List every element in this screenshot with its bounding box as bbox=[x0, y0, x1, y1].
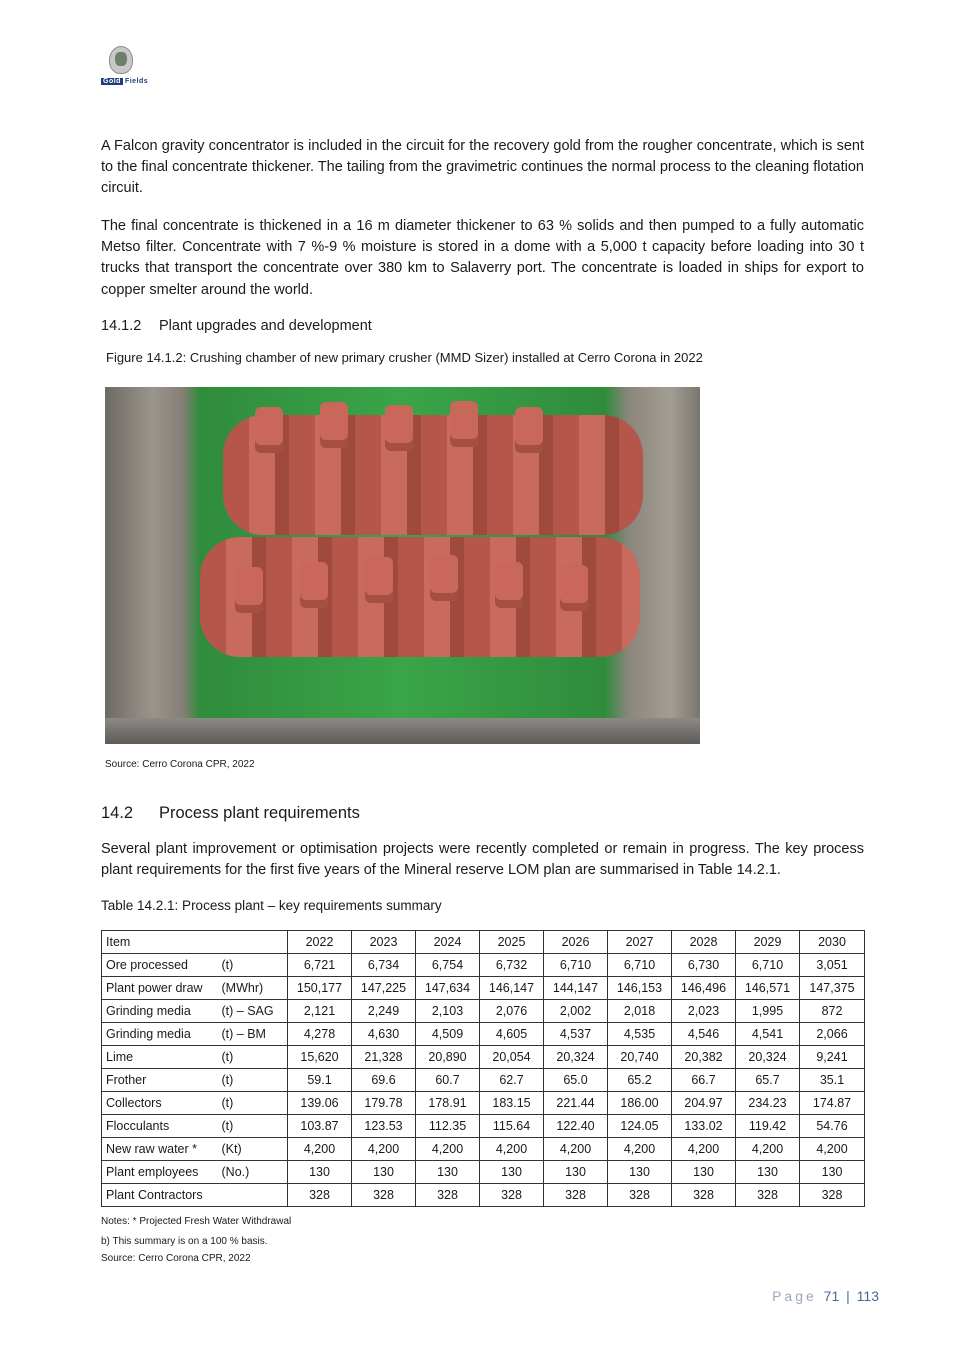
row-item: Ore processed bbox=[102, 954, 218, 977]
row-value: 4,200 bbox=[480, 1138, 544, 1161]
logo-wordmark: Gold Fields bbox=[103, 78, 149, 85]
row-value: 2,002 bbox=[544, 1000, 608, 1023]
row-value: 328 bbox=[352, 1184, 416, 1207]
row-value: 20,890 bbox=[416, 1046, 480, 1069]
row-unit: (No.) bbox=[218, 1161, 288, 1184]
row-unit: (t) bbox=[218, 1069, 288, 1092]
row-value: 4,200 bbox=[544, 1138, 608, 1161]
row-value: 4,200 bbox=[416, 1138, 480, 1161]
table-row bbox=[102, 1161, 865, 1184]
row-value: 4,200 bbox=[800, 1138, 865, 1161]
row-value: 1,995 bbox=[736, 1000, 800, 1023]
crusher-tooth bbox=[560, 565, 588, 611]
section-heading-14-1-2: 14.1.2 Plant upgrades and development bbox=[101, 318, 372, 334]
row-value: 35.1 bbox=[800, 1069, 865, 1092]
section-heading-14-2: 14.2 Process plant requirements bbox=[101, 804, 360, 822]
crusher-tooth bbox=[495, 562, 523, 608]
row-value: 328 bbox=[288, 1184, 352, 1207]
row-value: 54.76 bbox=[800, 1115, 865, 1138]
row-item: Flocculants bbox=[102, 1115, 218, 1138]
row-value: 112.35 bbox=[416, 1115, 480, 1138]
row-value: 146,571 bbox=[736, 977, 800, 1000]
row-value: 4,509 bbox=[416, 1023, 480, 1046]
paragraph-process-plant: Several plant improvement or optimisation projects were recently completed or remain in progress. The key process plant requirements for the first five years of the Mineral reserve LOM plan are summarised in Table 14.2.1. bbox=[101, 841, 864, 879]
row-value: 4,200 bbox=[736, 1138, 800, 1161]
table-row bbox=[102, 1138, 865, 1161]
crusher-tooth bbox=[300, 562, 328, 608]
figure-caption: Figure 14.1.2: Crushing chamber of new primary crusher (MMD Sizer) installed at Cerro Corona in 2022 bbox=[106, 350, 703, 365]
crusher-roller-top bbox=[223, 415, 643, 535]
row-value: 130 bbox=[352, 1161, 416, 1184]
crusher-photo bbox=[105, 387, 700, 744]
crusher-tooth bbox=[235, 567, 263, 613]
row-value: 6,754 bbox=[416, 954, 480, 977]
header-year: 2026 bbox=[544, 931, 608, 954]
row-unit: (t) bbox=[218, 1092, 288, 1115]
row-value: 119.42 bbox=[736, 1115, 800, 1138]
header-item: Item bbox=[102, 931, 288, 954]
row-value: 146,496 bbox=[672, 977, 736, 1000]
header-year: 2023 bbox=[352, 931, 416, 954]
table-note-b: b) This summary is on a 100 % basis. bbox=[101, 1236, 268, 1247]
table-row bbox=[102, 1115, 865, 1138]
row-value: 20,740 bbox=[608, 1046, 672, 1069]
row-value: 130 bbox=[288, 1161, 352, 1184]
row-item: Collectors bbox=[102, 1092, 218, 1115]
row-value: 115.64 bbox=[480, 1115, 544, 1138]
table-row bbox=[102, 1046, 865, 1069]
row-value: 328 bbox=[480, 1184, 544, 1207]
row-value: 62.7 bbox=[480, 1069, 544, 1092]
row-value: 130 bbox=[736, 1161, 800, 1184]
row-item: Lime bbox=[102, 1046, 218, 1069]
crusher-tooth bbox=[255, 407, 283, 453]
row-value: 6,732 bbox=[480, 954, 544, 977]
row-value: 69.6 bbox=[352, 1069, 416, 1092]
row-value: 2,076 bbox=[480, 1000, 544, 1023]
row-value: 139.06 bbox=[288, 1092, 352, 1115]
row-value: 4,630 bbox=[352, 1023, 416, 1046]
row-value: 130 bbox=[800, 1161, 865, 1184]
row-unit: (t) bbox=[218, 1046, 288, 1069]
row-unit: (Kt) bbox=[218, 1138, 288, 1161]
row-value: 6,710 bbox=[608, 954, 672, 977]
crusher-tooth bbox=[450, 401, 478, 447]
paragraph-thickener: The final concentrate is thickened in a 16 m diameter thickener to 63 % solids and then pumped to a fully automatic Metso filter. Concentrate with 7 %-9 % moisture is stored in a dome with a 5,000 t capacity before loading into 30 t trucks that transport the concentrate over 380 km to Salaverry port. The concentrate is loaded in ships for export to copper smelter around the world. bbox=[101, 218, 864, 298]
row-value: 6,734 bbox=[352, 954, 416, 977]
row-value: 328 bbox=[608, 1184, 672, 1207]
table-row bbox=[102, 1000, 865, 1023]
table-row bbox=[102, 977, 865, 1000]
row-value: 174.87 bbox=[800, 1092, 865, 1115]
row-value: 186.00 bbox=[608, 1092, 672, 1115]
table-row bbox=[102, 1184, 865, 1207]
row-value: 3,051 bbox=[800, 954, 865, 977]
row-value: 2,066 bbox=[800, 1023, 865, 1046]
row-value: 221.44 bbox=[544, 1092, 608, 1115]
row-value: 147,225 bbox=[352, 977, 416, 1000]
crest-icon bbox=[109, 46, 133, 74]
table-caption: Table 14.2.1: Process plant – key requirements summary bbox=[101, 898, 442, 913]
row-value: 65.0 bbox=[544, 1069, 608, 1092]
header-year: 2028 bbox=[672, 931, 736, 954]
row-value: 328 bbox=[672, 1184, 736, 1207]
row-value: 124.05 bbox=[608, 1115, 672, 1138]
row-value: 65.2 bbox=[608, 1069, 672, 1092]
row-value: 6,730 bbox=[672, 954, 736, 977]
row-value: 2,018 bbox=[608, 1000, 672, 1023]
row-value: 66.7 bbox=[672, 1069, 736, 1092]
row-value: 872 bbox=[800, 1000, 865, 1023]
row-item: Grinding media bbox=[102, 1023, 218, 1046]
row-value: 21,328 bbox=[352, 1046, 416, 1069]
row-value: 2,023 bbox=[672, 1000, 736, 1023]
row-value: 4,546 bbox=[672, 1023, 736, 1046]
header-year: 2022 bbox=[288, 931, 352, 954]
row-value: 147,375 bbox=[800, 977, 865, 1000]
header-year: 2025 bbox=[480, 931, 544, 954]
row-value: 130 bbox=[608, 1161, 672, 1184]
row-value: 328 bbox=[736, 1184, 800, 1207]
table-source: Source: Cerro Corona CPR, 2022 bbox=[101, 1253, 251, 1264]
row-value: 59.1 bbox=[288, 1069, 352, 1092]
table-header-row bbox=[102, 931, 865, 954]
table-row bbox=[102, 954, 865, 977]
row-item: Frother bbox=[102, 1069, 218, 1092]
row-value: 4,278 bbox=[288, 1023, 352, 1046]
row-unit: (t) bbox=[218, 954, 288, 977]
row-value: 146,153 bbox=[608, 977, 672, 1000]
table-row bbox=[102, 1092, 865, 1115]
row-value: 328 bbox=[544, 1184, 608, 1207]
row-value: 6,710 bbox=[544, 954, 608, 977]
row-value: 2,103 bbox=[416, 1000, 480, 1023]
requirements-table bbox=[101, 930, 865, 1207]
row-value: 2,249 bbox=[352, 1000, 416, 1023]
table-row bbox=[102, 1023, 865, 1046]
figure-source: Source: Cerro Corona CPR, 2022 bbox=[105, 759, 255, 770]
header-year: 2029 bbox=[736, 931, 800, 954]
row-value: 234.23 bbox=[736, 1092, 800, 1115]
row-value: 328 bbox=[800, 1184, 865, 1207]
row-value: 147,634 bbox=[416, 977, 480, 1000]
row-value: 6,721 bbox=[288, 954, 352, 977]
row-value: 122.40 bbox=[544, 1115, 608, 1138]
row-value: 20,382 bbox=[672, 1046, 736, 1069]
row-value: 130 bbox=[544, 1161, 608, 1184]
row-item: New raw water * bbox=[102, 1138, 218, 1161]
row-unit: (t) – BM bbox=[218, 1023, 288, 1046]
row-value: 328 bbox=[416, 1184, 480, 1207]
row-value: 4,541 bbox=[736, 1023, 800, 1046]
row-value: 130 bbox=[416, 1161, 480, 1184]
row-value: 15,620 bbox=[288, 1046, 352, 1069]
page-number: Page 71 | 113 bbox=[772, 1288, 879, 1304]
row-value: 20,324 bbox=[544, 1046, 608, 1069]
row-value: 4,200 bbox=[288, 1138, 352, 1161]
row-value: 204.97 bbox=[672, 1092, 736, 1115]
row-value: 146,147 bbox=[480, 977, 544, 1000]
gold-fields-logo bbox=[101, 46, 171, 88]
row-value: 4,200 bbox=[608, 1138, 672, 1161]
row-value: 4,535 bbox=[608, 1023, 672, 1046]
row-value: 178.91 bbox=[416, 1092, 480, 1115]
row-value: 183.15 bbox=[480, 1092, 544, 1115]
crusher-base-plate bbox=[105, 718, 700, 744]
crusher-tooth bbox=[515, 407, 543, 453]
row-item: Plant power draw bbox=[102, 977, 218, 1000]
header-year: 2030 bbox=[800, 931, 865, 954]
crusher-tooth bbox=[385, 405, 413, 451]
row-value: 4,537 bbox=[544, 1023, 608, 1046]
row-unit: (t) – SAG bbox=[218, 1000, 288, 1023]
table-notes: Notes: * Projected Fresh Water Withdrawal bbox=[101, 1216, 292, 1227]
row-value: 6,710 bbox=[736, 954, 800, 977]
crusher-tooth bbox=[365, 557, 393, 603]
row-unit: (MWhr) bbox=[218, 977, 288, 1000]
row-item: Plant employees bbox=[102, 1161, 218, 1184]
row-value: 179.78 bbox=[352, 1092, 416, 1115]
row-value: 123.53 bbox=[352, 1115, 416, 1138]
row-value: 20,054 bbox=[480, 1046, 544, 1069]
row-value: 4,605 bbox=[480, 1023, 544, 1046]
row-value: 4,200 bbox=[352, 1138, 416, 1161]
row-value: 144,147 bbox=[544, 977, 608, 1000]
header-year: 2024 bbox=[416, 931, 480, 954]
row-unit bbox=[218, 1184, 288, 1207]
row-value: 130 bbox=[672, 1161, 736, 1184]
crusher-tooth bbox=[430, 555, 458, 601]
row-value: 4,200 bbox=[672, 1138, 736, 1161]
row-value: 103.87 bbox=[288, 1115, 352, 1138]
paragraph-falcon: A Falcon gravity concentrator is included in the circuit for the recovery gold from the rougher concentrate, which is sent to the final concentrate thickener. The tailing from the gravimetric continues the normal process to the cleaning flotation circuit. bbox=[101, 138, 864, 197]
row-value: 150,177 bbox=[288, 977, 352, 1000]
row-value: 2,121 bbox=[288, 1000, 352, 1023]
row-value: 65.7 bbox=[736, 1069, 800, 1092]
table-row bbox=[102, 1069, 865, 1092]
row-value: 9,241 bbox=[800, 1046, 865, 1069]
header-year: 2027 bbox=[608, 931, 672, 954]
crusher-tooth bbox=[320, 402, 348, 448]
row-item: Plant Contractors bbox=[102, 1184, 218, 1207]
row-item: Grinding media bbox=[102, 1000, 218, 1023]
row-value: 20,324 bbox=[736, 1046, 800, 1069]
row-unit: (t) bbox=[218, 1115, 288, 1138]
row-value: 133.02 bbox=[672, 1115, 736, 1138]
row-value: 130 bbox=[480, 1161, 544, 1184]
row-value: 60.7 bbox=[416, 1069, 480, 1092]
